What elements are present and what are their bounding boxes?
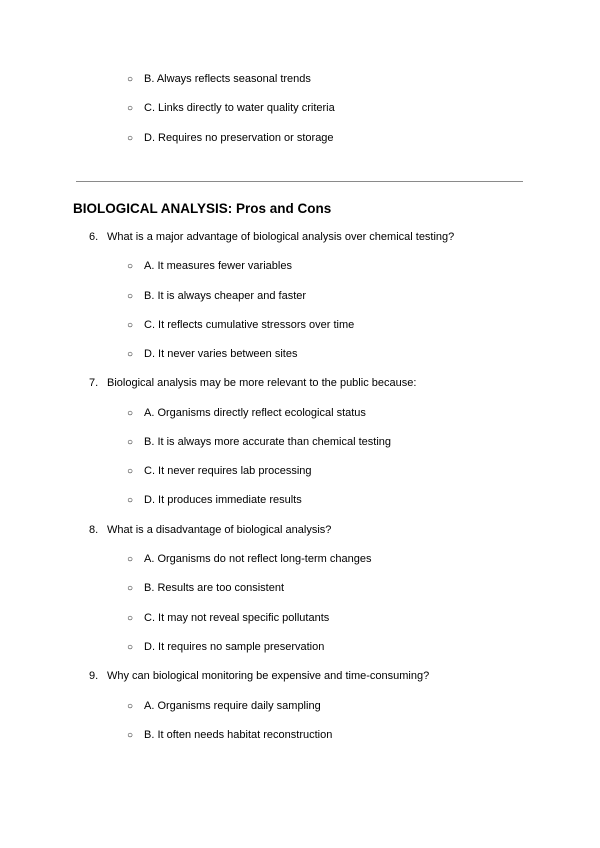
option-text: B. It is always more accurate than chemical testing [144, 436, 391, 448]
section-heading: BIOLOGICAL ANALYSIS: Pros and Cons [73, 201, 332, 216]
answer-option [127, 493, 302, 508]
section-divider [76, 181, 523, 182]
answer-option [127, 131, 334, 146]
question-text: Biological analysis may be more relevant to the public because: [107, 377, 417, 389]
answer-option [127, 101, 335, 116]
question-number: 8. [89, 524, 99, 536]
question-number: 7. [89, 377, 99, 389]
answer-option [127, 611, 329, 626]
option-text: A. Organisms do not reflect long-term changes [144, 553, 372, 565]
option-text: C. It may not reveal specific pollutants [144, 612, 330, 624]
option-text: D. It never varies between sites [144, 348, 298, 360]
hollow-circle-bullet-icon: ○ [127, 349, 134, 360]
question-item [89, 523, 331, 537]
hollow-circle-bullet-icon: ○ [127, 261, 134, 272]
question-text: Why can biological monitoring be expensive and time-consuming? [107, 670, 430, 682]
hollow-circle-bullet-icon: ○ [127, 408, 134, 419]
answer-option [127, 728, 332, 743]
hollow-circle-bullet-icon: ○ [127, 554, 134, 565]
answer-option [127, 406, 366, 421]
option-text: A. It measures fewer variables [144, 260, 292, 272]
option-text: D. It requires no sample preservation [144, 641, 325, 653]
hollow-circle-bullet-icon: ○ [127, 583, 134, 594]
question-text: What is a major advantage of biological analysis over chemical testing? [107, 231, 455, 243]
answer-option [127, 699, 321, 714]
hollow-circle-bullet-icon: ○ [127, 730, 134, 741]
question-text: What is a disadvantage of biological analysis? [107, 524, 332, 536]
hollow-circle-bullet-icon: ○ [127, 320, 134, 331]
option-text: C. It never requires lab processing [144, 465, 312, 477]
question-item [89, 669, 429, 683]
answer-option [127, 72, 311, 87]
option-text: B. It often needs habitat reconstruction [144, 729, 333, 741]
hollow-circle-bullet-icon: ○ [127, 701, 134, 712]
question-item [89, 230, 454, 244]
option-text: B. It is always cheaper and faster [144, 290, 307, 302]
answer-option [127, 552, 371, 567]
question-number: 9. [89, 670, 99, 682]
question-number: 6. [89, 231, 99, 243]
question-item [89, 376, 416, 390]
answer-option [127, 347, 297, 362]
hollow-circle-bullet-icon: ○ [127, 642, 134, 653]
option-text: C. Links directly to water quality criteria [144, 102, 335, 114]
hollow-circle-bullet-icon: ○ [127, 613, 134, 624]
answer-option [127, 259, 292, 274]
option-text: A. Organisms directly reflect ecological status [144, 407, 366, 419]
answer-option [127, 464, 312, 479]
option-text: B. Always reflects seasonal trends [144, 73, 311, 85]
hollow-circle-bullet-icon: ○ [127, 103, 134, 114]
option-text: A. Organisms require daily sampling [144, 700, 321, 712]
hollow-circle-bullet-icon: ○ [127, 74, 134, 85]
answer-option [127, 289, 306, 304]
option-text: D. Requires no preservation or storage [144, 132, 334, 144]
hollow-circle-bullet-icon: ○ [127, 133, 134, 144]
option-text: B. Results are too consistent [144, 582, 285, 594]
option-text: C. It reflects cumulative stressors over time [144, 319, 355, 331]
hollow-circle-bullet-icon: ○ [127, 437, 134, 448]
hollow-circle-bullet-icon: ○ [127, 466, 134, 477]
answer-option [127, 435, 391, 450]
option-text: D. It produces immediate results [144, 494, 302, 506]
answer-option [127, 318, 354, 333]
answer-option [127, 581, 284, 596]
hollow-circle-bullet-icon: ○ [127, 495, 134, 506]
hollow-circle-bullet-icon: ○ [127, 291, 134, 302]
answer-option [127, 640, 324, 655]
